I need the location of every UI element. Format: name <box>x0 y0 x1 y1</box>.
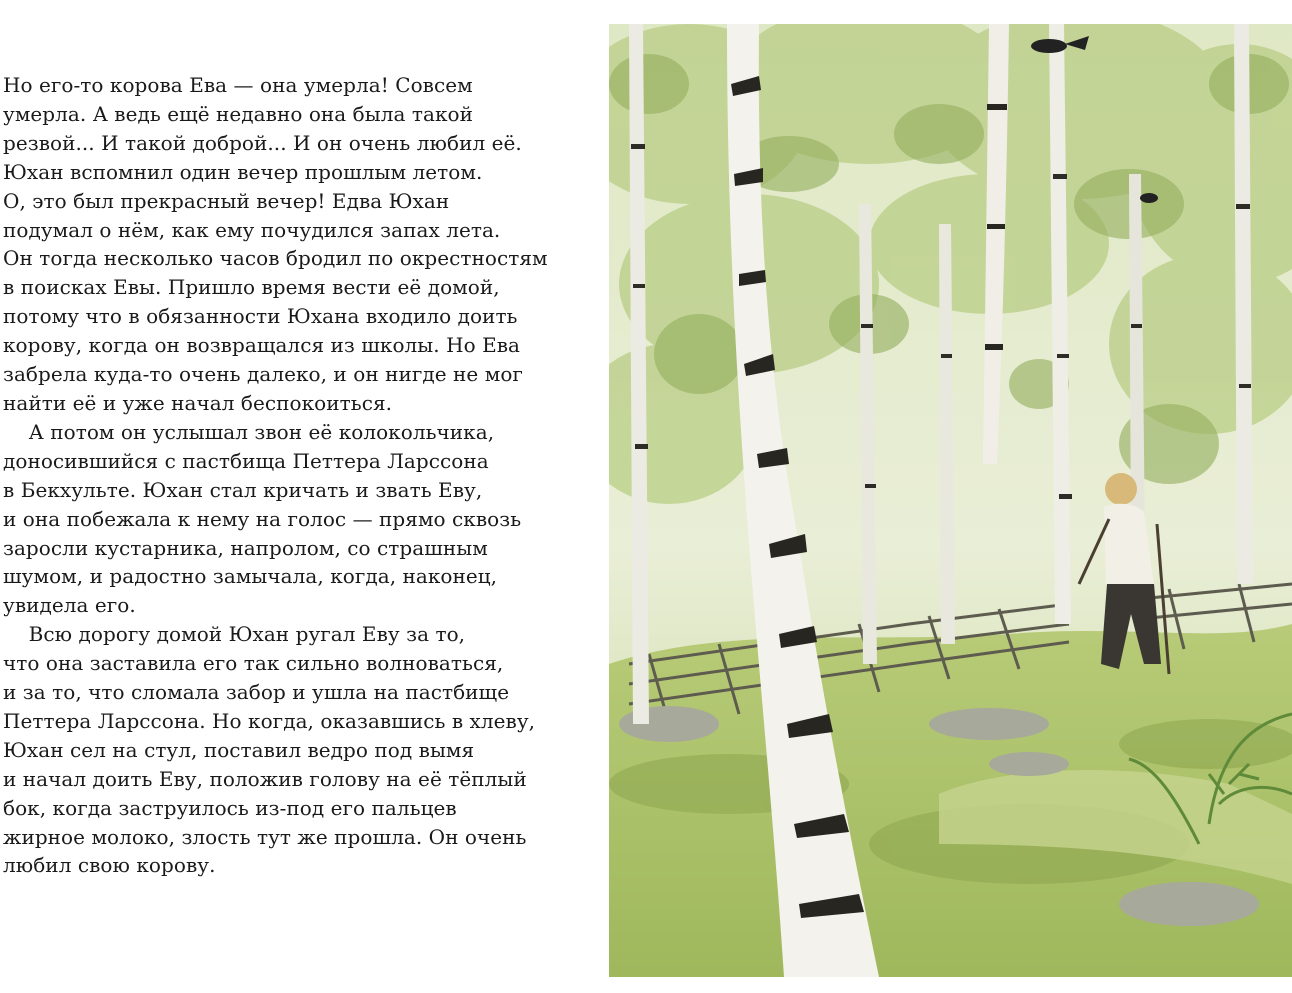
text-line: Но его-то корова Ева — она умерла! Совсем <box>3 73 473 97</box>
text-line: в Бекхульте. Юхан стал кричать и звать Еву, <box>3 477 483 502</box>
text-line: найти её и уже начал беспокоиться. <box>3 390 393 415</box>
text-line: Всю дорогу домой Юхан ругал Еву за то, <box>3 622 466 647</box>
text-line: доносившийся с пастбища Петтера Ларссона <box>3 448 489 473</box>
text-line: Петтера Ларссона. Но когда, оказавшись в хлеву, <box>3 708 536 733</box>
illustration-svg <box>609 24 1292 977</box>
text-line: А потом он услышал звон её колокольчика, <box>3 419 495 444</box>
text-line: что она заставила его так сильно волноваться, <box>3 651 504 676</box>
text-line: бок, когда заструилось из-под его пальцев <box>3 795 457 820</box>
text-line: увидела его. <box>3 593 136 618</box>
text-line: и начал доить Еву, положив голову на её тёплый <box>3 766 527 791</box>
text-line: Юхан сел на стул, поставил ведро под вымя <box>3 737 475 762</box>
text-line: заросли кустарника, напролом, со страшным <box>3 535 488 560</box>
text-line: Юхан вспомнил один вечер прошлым летом. <box>3 159 483 184</box>
text-line: корову, когда он возвращался из школы. Но Ева <box>3 333 521 358</box>
text-line: любил свою корову. <box>3 853 216 878</box>
story-text <box>3 71 593 880</box>
text-line: О, это был прекрасный вечер! Едва Юхан <box>3 188 450 213</box>
text-line: подумал о нём, как ему почудился запах лета. <box>3 217 501 242</box>
text-line: забрела куда-то очень далеко, и он нигде не мог <box>3 362 523 387</box>
text-line: умерла. А ведь ещё недавно она была такой <box>3 101 473 126</box>
birch-forest-illustration <box>609 24 1292 977</box>
text-line: и за то, что сломала забор и ушла на пастбище <box>3 680 510 705</box>
text-line: и она побежала к нему на голос — прямо сквозь <box>3 506 522 531</box>
text-line: в поисках Евы. Пришло время вести её домой, <box>3 275 500 300</box>
text-line: резвой... И такой доброй... И он очень любил её. <box>3 130 522 155</box>
text-line: шумом, и радостно замычала, когда, наконец, <box>3 564 498 589</box>
text-line: Он тогда несколько часов бродил по окрестностям <box>3 246 548 271</box>
text-line: жирное молоко, злость тут же прошла. Он очень <box>3 824 527 849</box>
text-line: потому что в обязанности Юхана входило доить <box>3 304 518 329</box>
